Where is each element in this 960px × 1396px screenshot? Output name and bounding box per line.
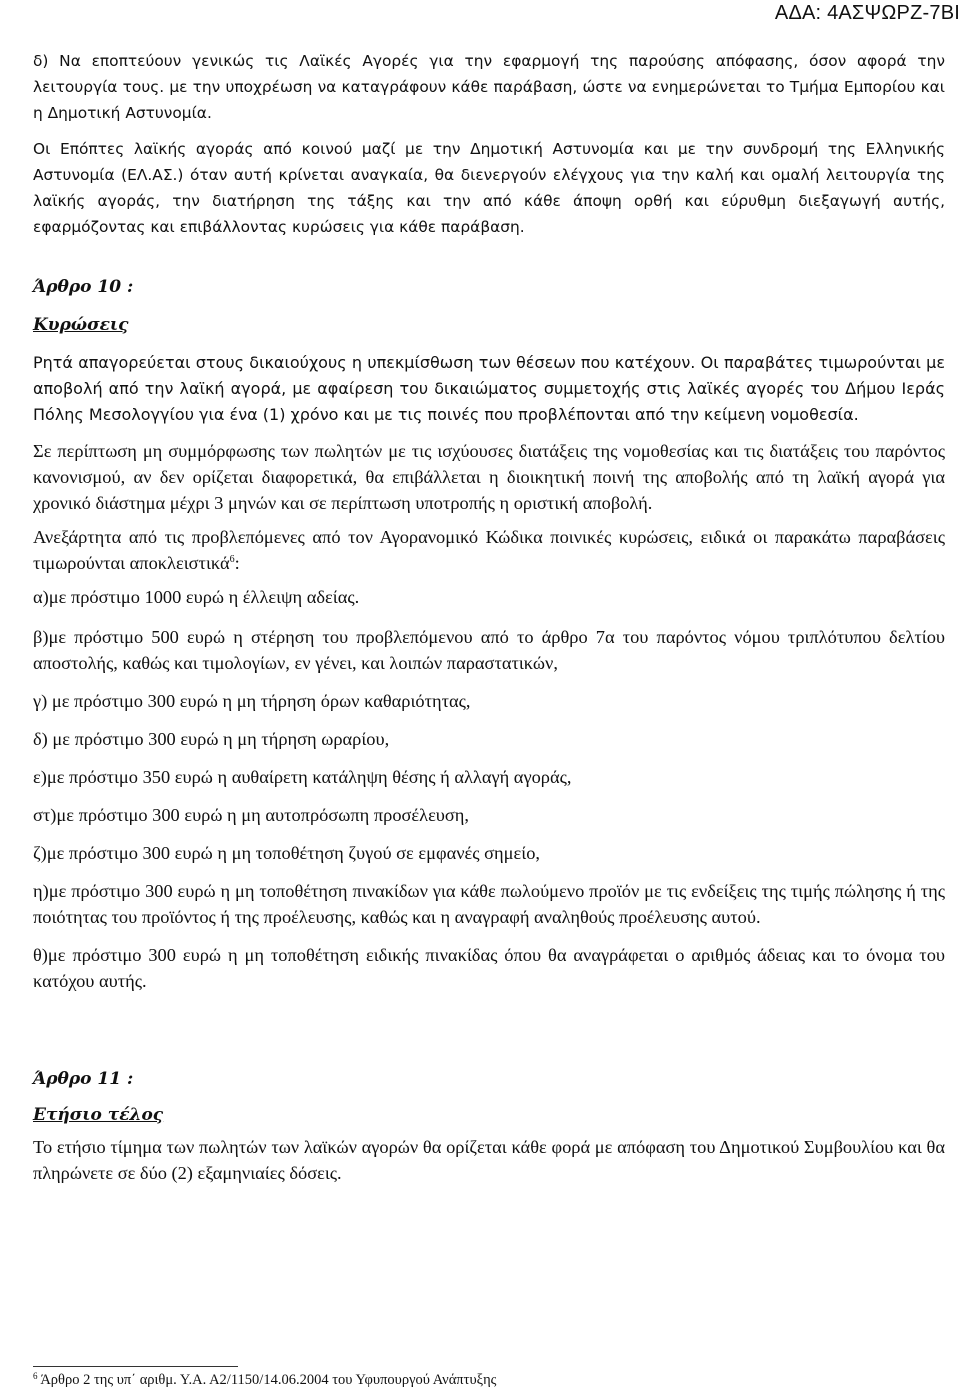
article-11-block bbox=[33, 1134, 945, 1186]
article-11 bbox=[33, 1066, 945, 1186]
penalties-intro-text: Ανεξάρτητα από τις προβλεπόμενες από τον Αγορανομικό Κώδικα ποινικές κυρώσεις, ειδικά οι παρακάτω παραβάσεις τιμωρούνται αποκλειστικά bbox=[33, 527, 945, 573]
penalties-intro bbox=[33, 524, 945, 576]
penalty-item-d: δ) με πρόστιμο 300 ευρώ η μη τήρηση ωραρίου, bbox=[33, 729, 390, 749]
penalty-item-st: στ)με πρόστιμο 300 ευρώ η μη αυτοπρόσωπη προσέλευση, bbox=[33, 805, 470, 825]
footnote bbox=[33, 1372, 496, 1389]
article-10-paragraph-1: Ρητά απαγορεύεται στους δικαιούχους η υπεκμίσθωση των θέσεων που κατέχουν. Οι παραβάτες τιμωρούνται με αποβολή από την λαϊκή αγορά, με αφαίρεση του δικαιώματος συμμετοχής στις λαϊκές αγορές του Δήμου Ιεράς Πόλης Μεσολογγίου για ένα (1) χρόνο και με τις ποινές που προβλέπονται από την κείμενη νομοθεσία. bbox=[33, 353, 945, 424]
intro-paragraph-1: δ) Να εποπτεύουν γενικώς τις Λαϊκές Αγορές για την εφαρμογή της παρούσης απόφασης, όσον αφορά την λειτουργία τους. με την υποχρέωση να καταγράφουν κάθε παράβαση, ώστε να ενημερώνεται το Τμήμα Εμπορίου και η Δημοτική Αστυνομία. bbox=[33, 52, 945, 122]
intro-paragraph-2: Οι Επόπτες λαϊκής αγοράς από κοινού μαζί με την Δημοτική Αστυνομία και με την συνδρομή της Ελληνικής Αστυνομία (ΕΛ.ΑΣ.) όταν αυτή κρίνεται αναγκαία, θα διενεργούν ελέγχους για την καλή και ομαλή λειτουργία της λαϊκής αγοράς, την διατήρηση της τάξης και την από κάθε άποψη ορθή και εύρυθμη διεξαγωγή αυτής, εφαρμόζοντας και επιβάλλοντας κυρώσεις για κάθε παράβαση. bbox=[33, 140, 945, 236]
article-10-sans-block bbox=[33, 350, 945, 428]
penalties-intro-end: : bbox=[234, 553, 240, 573]
footnote-ref: 6 bbox=[229, 554, 235, 565]
article-10-number: Άρθρο 10 : bbox=[33, 277, 134, 297]
penalty-item-b: β)με πρόστιμο 500 ευρώ η στέρηση του προβλεπόμενου από το άρθρο 7α του παρόντος νόμου τριπλότυπου δελτίου αποστολής, καθώς και τιμολογίων, εν γένει, και λοιπών παραστατικών, bbox=[33, 627, 945, 673]
article-11-title: Ετήσιο τέλος bbox=[33, 1105, 164, 1125]
penalty-item-e: ε)με πρόστιμο 350 ευρώ η αυθαίρετη κατάληψη θέσης ή αλλαγή αγοράς, bbox=[33, 767, 572, 787]
ada-document-code: ΑΔΑ: 4ΑΣΨΩΡΖ-7ΒΙ bbox=[774, 2, 960, 24]
intro-section bbox=[33, 48, 945, 240]
article-11-number: Άρθρο 11 : bbox=[33, 1069, 134, 1089]
article-10 bbox=[33, 274, 945, 994]
penalty-item-z: ζ)με πρόστιμο 300 ευρώ η μη τοποθέτηση ζυγού σε εμφανές σημείο, bbox=[33, 843, 540, 863]
document-body bbox=[33, 48, 945, 1186]
penalty-item-h: η)με πρόστιμο 300 ευρώ η μη τοποθέτηση πινακίδων για κάθε πωλούμενο προϊόν με τις ενδείξεις της τιμής πώλησης ή της ποιότητας του προϊόντος ή της προέλευσης, καθώς και η αναγραφή αναληθούς προέλευσης αυτού. bbox=[33, 881, 945, 927]
footnote-text: Άρθρο 2 της υπ΄ αριθμ. Υ.Α. Α2/1150/14.06.2004 του Υφυπουργού Ανάπτυξης bbox=[37, 1372, 497, 1388]
article-10-paragraph-2: Σε περίπτωση μη συμμόρφωσης των πωλητών με τις ισχύουσες διατάξεις της νομοθεσίας και τις διατάξεις του παρόντος κανονισμού, αν δεν ορίζεται διαφορετικά, θα επιβάλλεται η διοικητική ποινή της αποβολής από τη λαϊκή αγορά για χρονικό διάστημα μέχρι 3 μηνών και σε περίπτωση υποτροπής η οριστική αποβολή. bbox=[33, 441, 945, 513]
article-10-title: Κυρώσεις bbox=[33, 315, 129, 335]
penalty-item-a: α)με πρόστιμο 1000 ευρώ η έλλειψη αδείας. bbox=[33, 587, 360, 607]
penalty-item-th: θ)με πρόστιμο 300 ευρώ η μη τοποθέτηση ειδικής πινακίδας όπου θα αναγράφεται ο αριθμός άδειας και το όνομα του κατόχου αυτής. bbox=[33, 945, 945, 991]
penalty-item-c: γ) με πρόστιμο 300 ευρώ η μη τήρηση όρων καθαριότητας, bbox=[33, 691, 471, 711]
article-10-serif-block bbox=[33, 438, 945, 994]
article-11-paragraph: Το ετήσιο τίμημα των πωλητών των λαϊκών αγορών θα ορίζεται κάθε φορά με απόφαση του Δημοτικού Συμβουλίου και θα πληρώνετε σε δύο (2) εξαμηνιαίες δόσεις. bbox=[33, 1137, 945, 1183]
footnote-marker: 6 bbox=[33, 1371, 38, 1381]
footnote-separator bbox=[33, 1366, 238, 1367]
